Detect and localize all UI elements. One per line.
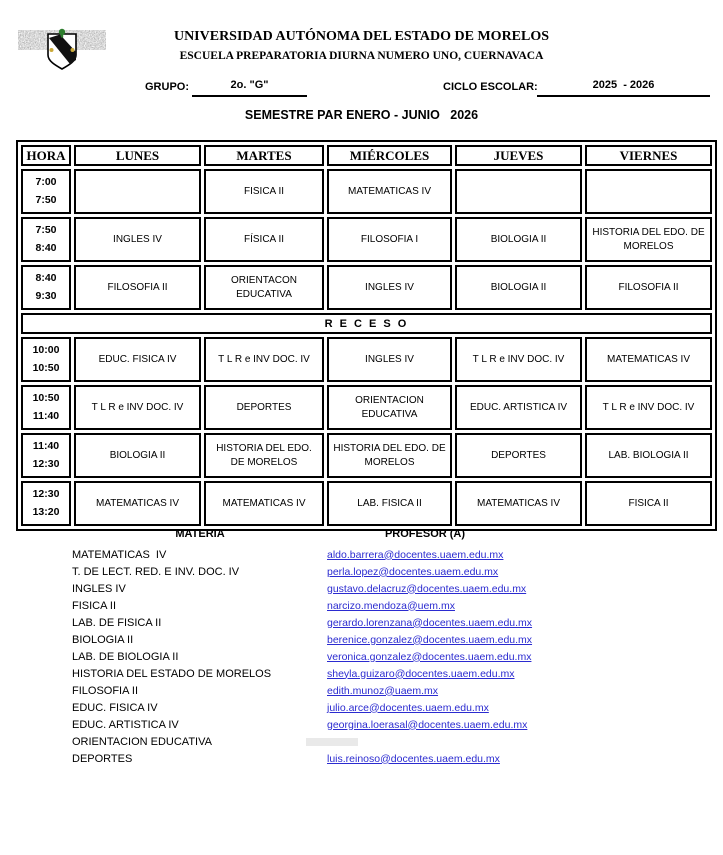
- profesor-email-link[interactable]: georgina.loerasal@docentes.uaem.edu.mx: [327, 718, 528, 731]
- profesor-email-link[interactable]: perla.lopez@docentes.uaem.edu.mx: [327, 565, 499, 578]
- subject-cell: T L R e INV DOC. IV: [585, 385, 712, 430]
- time-slot: 12:30 13:20: [21, 481, 71, 526]
- materia-name: MATEMATICAS IV: [72, 548, 167, 561]
- timetable: [16, 140, 717, 531]
- materia-name: EDUC. ARTISTICA IV: [72, 718, 179, 731]
- subject-cell: FISICA II: [204, 169, 324, 214]
- faculty-row: [72, 750, 672, 767]
- timetable-row: [21, 265, 712, 310]
- faculty-row: [72, 563, 672, 580]
- day-header: JUEVES: [455, 145, 582, 166]
- materia-name: EDUC. FISICA IV: [72, 701, 158, 714]
- time-slot: 7:50 8:40: [21, 217, 71, 262]
- timetable-row: [21, 169, 712, 214]
- subject-cell: BIOLOGIA II: [74, 433, 201, 478]
- faculty-row: [72, 716, 672, 733]
- subject-cell: FILOSOFIA II: [74, 265, 201, 310]
- subject-cell: T L R e INV DOC. IV: [74, 385, 201, 430]
- materia-column-header: MATERIA: [175, 528, 225, 540]
- profesor-email-link[interactable]: luis.reinoso@docentes.uaem.edu.mx: [327, 752, 500, 765]
- timetable-row: [21, 217, 712, 262]
- materia-name: INGLES IV: [72, 582, 126, 595]
- university-name: UNIVERSIDAD AUTÓNOMA DEL ESTADO DE MORELOS: [173, 29, 550, 44]
- faculty-row: [72, 597, 672, 614]
- subject-cell: MATEMATICAS IV: [204, 481, 324, 526]
- timetable-row: [21, 481, 712, 526]
- subject-cell: FÍSICA II: [204, 217, 324, 262]
- materia-name: FILOSOFIA II: [72, 684, 139, 697]
- time-slot: 8:40 9:30: [21, 265, 71, 310]
- subject-cell: FILOSOFIA I: [327, 217, 452, 262]
- profesor-email-link[interactable]: edith.munoz@uaem.mx: [327, 684, 439, 697]
- subject-cell: BIOLOGIA II: [455, 265, 582, 310]
- materia-name: LAB. DE BIOLOGIA II: [72, 650, 179, 663]
- subject-cell: FILOSOFIA II: [585, 265, 712, 310]
- grupo-value: 2o. "G": [192, 79, 307, 97]
- subject-cell: EDUC. ARTISTICA IV: [455, 385, 582, 430]
- materia-name: DEPORTES: [72, 752, 133, 765]
- subject-cell: LAB. FISICA II: [327, 481, 452, 526]
- empty-email-placeholder: [306, 738, 358, 746]
- subject-cell: HISTORIA DEL EDO. DE MORELOS: [585, 217, 712, 262]
- faculty-row: [72, 733, 672, 750]
- subject-cell: INGLES IV: [74, 217, 201, 262]
- day-header: LUNES: [74, 145, 201, 166]
- time-slot: 7:00 7:50: [21, 169, 71, 214]
- subject-cell: INGLES IV: [327, 265, 452, 310]
- profesor-email-link[interactable]: gerardo.lorenzana@docentes.uaem.edu.mx: [327, 616, 533, 629]
- subject-cell: DEPORTES: [455, 433, 582, 478]
- ciclo-escolar-value: 2025 - 2026: [537, 79, 710, 97]
- school-name: ESCUELA PREPARATORIA DIURNA NUMERO UNO, CUERNAVACA: [179, 50, 544, 62]
- receso-row: [21, 313, 712, 334]
- subject-cell: BIOLOGIA II: [455, 217, 582, 262]
- subject-cell: MATEMATICAS IV: [327, 169, 452, 214]
- materia-name: ORIENTACION EDUCATIVA: [72, 735, 212, 748]
- profesor-email-link[interactable]: berenice.gonzalez@docentes.uaem.edu.mx: [327, 633, 533, 646]
- faculty-row: [72, 699, 672, 716]
- profesor-email-link[interactable]: gustavo.delacruz@docentes.uaem.edu.mx: [327, 582, 527, 595]
- subject-cell: HISTORIA DEL EDO. DE MORELOS: [204, 433, 324, 478]
- profesor-email-link[interactable]: veronica.gonzalez@docentes.uaem.edu.mx: [327, 650, 532, 663]
- day-header: MIÉRCOLES: [327, 145, 452, 166]
- timetable-row: [21, 385, 712, 430]
- day-header: VIERNES: [585, 145, 712, 166]
- subject-cell: HISTORIA DEL EDO. DE MORELOS: [327, 433, 452, 478]
- hora-header: HORA: [21, 145, 71, 166]
- time-slot: 11:40 12:30: [21, 433, 71, 478]
- profesor-email-link[interactable]: sheyla.guizaro@docentes.uaem.edu.mx: [327, 667, 515, 680]
- subject-cell: MATEMATICAS IV: [455, 481, 582, 526]
- semester-title: SEMESTRE PAR ENERO - JUNIO 2026: [244, 108, 479, 122]
- subject-cell: [455, 169, 582, 214]
- subject-cell: [585, 169, 712, 214]
- time-slot: 10:00 10:50: [21, 337, 71, 382]
- subject-cell: T L R e INV DOC. IV: [455, 337, 582, 382]
- subject-cell: LAB. BIOLOGIA II: [585, 433, 712, 478]
- profesor-column-header: PROFESOR (A): [384, 528, 466, 540]
- materia-name: BIOLOGIA II: [72, 633, 134, 646]
- subject-cell: ORIENTACON EDUCATIVA: [204, 265, 324, 310]
- day-header-row: [21, 145, 712, 166]
- faculty-row: [72, 546, 672, 563]
- profesor-email-link[interactable]: julio.arce@docentes.uaem.edu.mx: [327, 701, 489, 714]
- subject-cell: ORIENTACION EDUCATIVA: [327, 385, 452, 430]
- timetable-body: [21, 169, 712, 526]
- materia-name: T. DE LECT. RED. E INV. DOC. IV: [72, 565, 240, 578]
- subject-cell: MATEMATICAS IV: [585, 337, 712, 382]
- receso-cell: R E C E S O: [21, 313, 712, 334]
- subject-cell: EDUC. FISICA IV: [74, 337, 201, 382]
- time-slot: 10:50 11:40: [21, 385, 71, 430]
- subject-cell: T L R e INV DOC. IV: [204, 337, 324, 382]
- profesor-email-link[interactable]: narcizo.mendoza@uem.mx: [327, 599, 455, 612]
- materia-name: FISICA II: [72, 599, 117, 612]
- faculty-row: [72, 580, 672, 597]
- subject-cell: MATEMATICAS IV: [74, 481, 201, 526]
- faculty-list: [72, 546, 672, 767]
- faculty-row: [72, 648, 672, 665]
- day-header: MARTES: [204, 145, 324, 166]
- faculty-row: [72, 682, 672, 699]
- materia-name: HISTORIA DEL ESTADO DE MORELOS: [72, 667, 272, 680]
- timetable-row: [21, 337, 712, 382]
- profesor-email-link[interactable]: aldo.barrera@docentes.uaem.edu.mx: [327, 548, 504, 561]
- subject-cell: FISICA II: [585, 481, 712, 526]
- ciclo-escolar-label: CICLO ESCOLAR:: [443, 81, 538, 93]
- subject-cell: [74, 169, 201, 214]
- subject-cell: DEPORTES: [204, 385, 324, 430]
- faculty-row: [72, 631, 672, 648]
- faculty-row: [72, 665, 672, 682]
- grupo-label: GRUPO:: [145, 81, 189, 93]
- timetable-row: [21, 433, 712, 478]
- materia-name: LAB. DE FISICA II: [72, 616, 162, 629]
- subject-cell: INGLES IV: [327, 337, 452, 382]
- faculty-row: [72, 614, 672, 631]
